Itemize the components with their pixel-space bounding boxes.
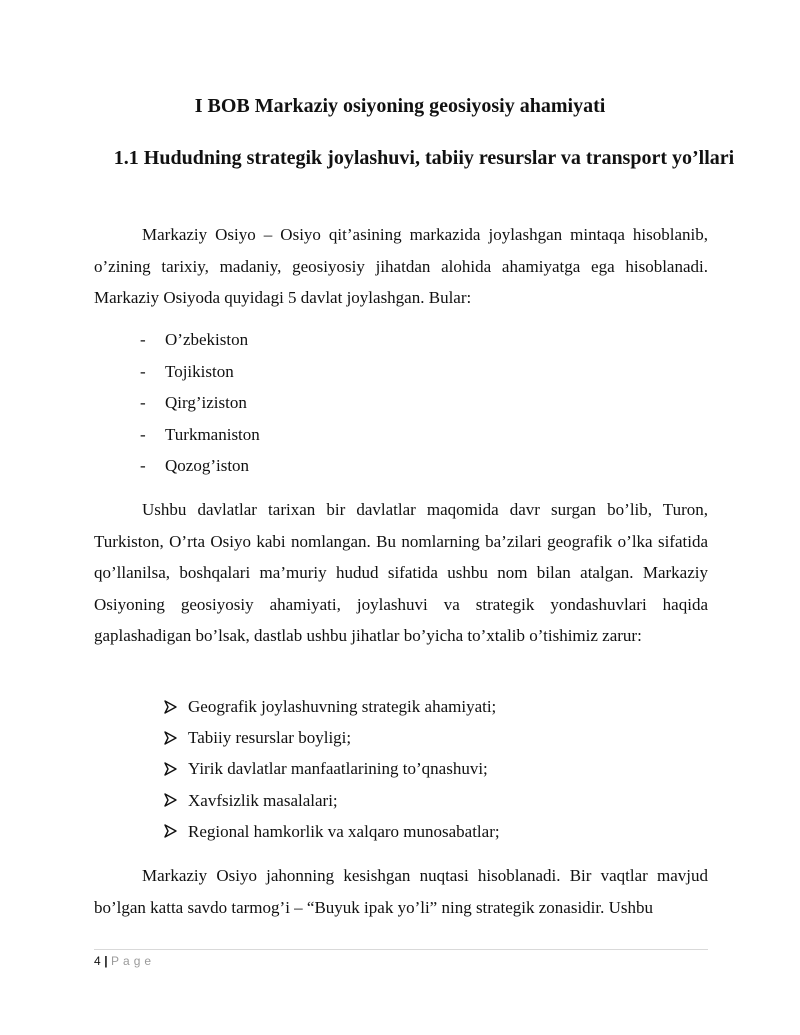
arrow-bullet-icon xyxy=(163,762,188,776)
chapter-title: I BOB Markaziy osiyoning geosiyosiy ahamiyati xyxy=(194,95,606,117)
aspect-text: Geografik joylashuvning strategik ahamiyati; xyxy=(188,697,497,716)
paragraph-intro: Markaziy Osiyo – Osiyo qit’asining markazida joylashgan mintaqa hisoblanib, o’zining tarixiy, madaniy, geosiyosiy jihatdan alohida ahamiyatga ega hisoblanadi. Markaziy Osiyoda quyidagi 5 davlat joylashgan. Bular: xyxy=(94,225,708,307)
list-item xyxy=(163,691,500,722)
list-item xyxy=(163,753,500,784)
paragraph-silk-road: Markaziy Osiyo jahonning kesishgan nuqtasi hisoblanadi. Bir vaqtlar mavjud bo’lgan katta savdo tarmog’i – “Buyuk ipak yo’li” ning strategik zonasidir. Ushbu xyxy=(94,866,708,917)
aspect-list xyxy=(163,691,500,847)
list-item xyxy=(163,722,500,753)
country-name: Tojikiston xyxy=(165,361,234,381)
paragraph-history: Ushbu davlatlar tarixan bir davlatlar maqomida davr surgan bo’lib, Turon, Turkiston, O’rta Osiyo kabi nomlangan. Bu nomlarning ba’zilari geografik o’lka sifatida qo’llanilsa, boshqalari ma’muriy hudud sifatida ushbu nom bilan atalgan. Markaziy Osiyoning geosiyosiy ahamiyati, joylashuvi va strategik yondashuvlari haqida gaplashadigan bo’lsak, dastlab ushbu jihatlar bo’yicha to’xtalib o’tishimiz zarur: xyxy=(94,500,708,645)
dash-marker: - xyxy=(140,361,146,381)
page-footer xyxy=(94,954,155,968)
arrow-bullet-icon xyxy=(163,731,188,745)
list-item xyxy=(140,324,260,356)
dash-marker: - xyxy=(140,424,146,444)
list-item xyxy=(140,356,260,388)
list-item xyxy=(163,816,500,847)
aspect-text: Tabiiy resurslar boyligi; xyxy=(188,728,352,748)
list-item xyxy=(140,387,260,419)
dash-marker: - xyxy=(140,456,146,476)
country-name: Turkmaniston xyxy=(165,424,260,444)
footer-separator: | xyxy=(104,954,109,968)
country-name: Qirg’iziston xyxy=(165,393,247,413)
aspect-text: Xavfsizlik masalalari; xyxy=(188,790,338,810)
list-item xyxy=(140,450,260,482)
page-label: Page xyxy=(111,954,156,968)
page-number: 4 xyxy=(94,954,102,968)
country-list xyxy=(140,324,260,482)
arrow-bullet-icon xyxy=(163,824,188,838)
arrow-bullet-icon xyxy=(163,793,188,807)
arrow-bullet-icon xyxy=(163,700,188,714)
list-item xyxy=(140,419,260,451)
aspect-text: Yirik davlatlar manfaatlarining to’qnashuvi; xyxy=(188,759,488,779)
dash-marker: - xyxy=(140,393,146,413)
footer-divider xyxy=(94,949,708,950)
dash-marker: - xyxy=(140,330,146,349)
section-title: 1.1 Hududning strategik joylashuvi, tabiiy resurslar va transport yo’llari xyxy=(113,147,735,169)
country-name: Qozog’iston xyxy=(165,456,250,476)
list-item xyxy=(163,785,500,816)
country-name: O’zbekiston xyxy=(165,330,249,349)
aspect-text: Regional hamkorlik va xalqaro munosabatlar; xyxy=(188,821,500,841)
